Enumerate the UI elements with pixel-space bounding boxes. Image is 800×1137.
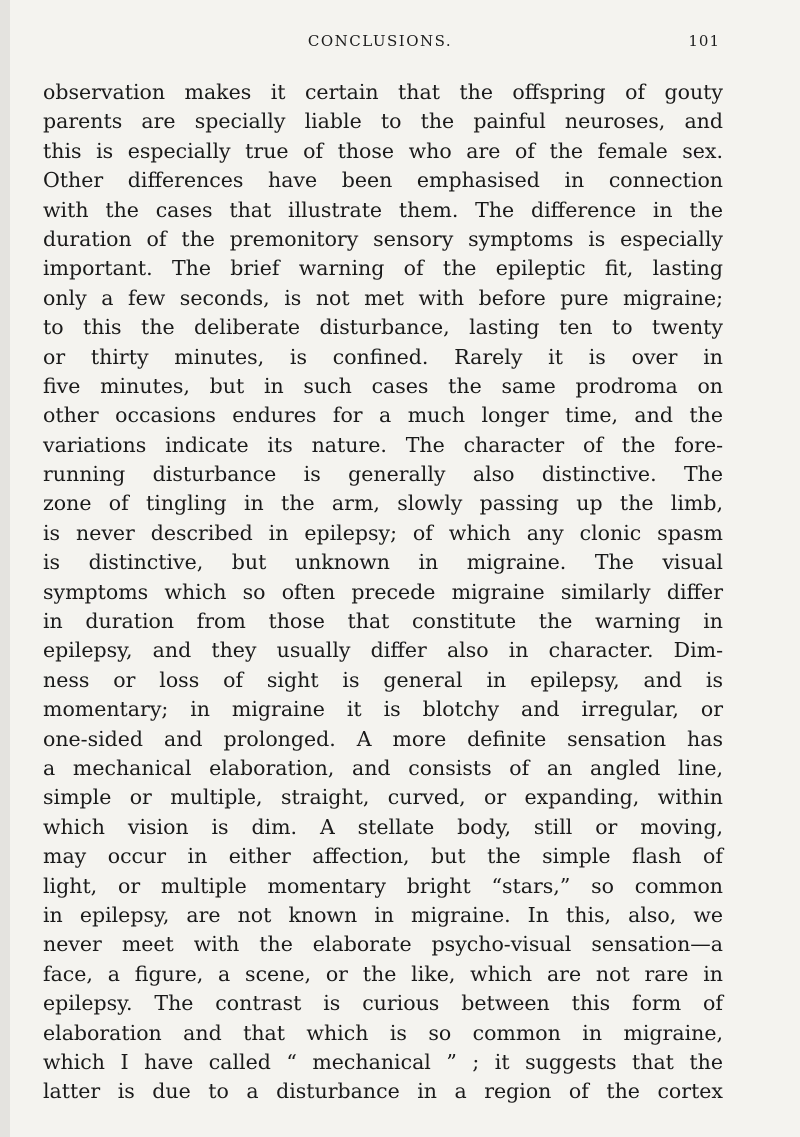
text-line: is distinctive, but unknown in migraine. The visual xyxy=(43,550,723,575)
text-line: parents are specially liable to the painful neuroses, and xyxy=(43,109,723,134)
running-head: CONCLUSIONS. xyxy=(307,32,453,50)
text-line: momentary; in migraine it is blotchy and irregular, or xyxy=(43,697,723,722)
text-line: a mechanical elaboration, and consists of an angled line, xyxy=(43,755,723,780)
text-line: epilepsy. The contrast is curious between this form of xyxy=(43,991,723,1016)
text-line: may occur in either affection, but the simple flash of xyxy=(43,844,723,869)
text-line: ness or loss of sight is general in epilepsy, and is xyxy=(43,667,723,692)
body-text xyxy=(43,78,723,1107)
text-line: epilepsy, and they usually differ also in character. Dim- xyxy=(43,638,723,663)
text-line: which vision is dim. A stellate body, still or moving, xyxy=(43,814,723,839)
text-line: is never described in epilepsy; of which any clonic spasm xyxy=(43,520,723,545)
text-line: Other differences have been emphasised in connection xyxy=(43,168,723,193)
text-line: running disturbance is generally also distinctive. The xyxy=(43,462,723,487)
text-line: important. The brief warning of the epileptic fit, lasting xyxy=(43,256,723,281)
text-line: latter is due to a disturbance in a region of the cortex xyxy=(43,1079,723,1104)
text-line: other occasions endures for a much longer time, and the xyxy=(43,403,723,428)
text-line: with the cases that illustrate them. The difference in the xyxy=(43,197,723,222)
text-line: five minutes, but in such cases the same prodroma on xyxy=(43,373,723,398)
text-line: face, a figure, a scene, or the like, which are not rare in xyxy=(43,961,723,986)
text-line: elaboration and that which is so common in migraine, xyxy=(43,1020,723,1045)
text-line: zone of tingling in the arm, slowly passing up the limb, xyxy=(43,491,723,516)
text-line: this is especially true of those who are of the female sex. xyxy=(43,138,723,163)
text-line: observation makes it certain that the offspring of gouty xyxy=(43,80,723,104)
text-line: only a few seconds, is not met with before pure migraine; xyxy=(43,285,723,310)
text-line: duration of the premonitory sensory symptoms is especially xyxy=(43,226,723,251)
page-header xyxy=(40,32,720,56)
text-line: which I have called “ mechanical ” ; it suggests that the xyxy=(43,1049,723,1074)
text-line: one-sided and prolonged. A more definite sensation has xyxy=(43,726,723,751)
text-line: in epilepsy, are not known in migraine. In this, also, we xyxy=(43,902,723,927)
text-line: symptoms which so often precede migraine similarly differ xyxy=(43,579,723,604)
text-line: simple or multiple, straight, curved, or expanding, within xyxy=(43,785,723,810)
text-line: never meet with the elaborate psycho-visual sensation—a xyxy=(43,932,723,957)
text-line: light, or multiple momentary bright “stars,” so common xyxy=(43,873,723,898)
text-line: to this the deliberate disturbance, lasting ten to twenty xyxy=(43,315,723,340)
text-line: in duration from those that constitute the warning in xyxy=(43,609,723,634)
text-line: variations indicate its nature. The character of the fore- xyxy=(43,432,723,457)
page-number: 101 xyxy=(688,32,720,50)
text-line: or thirty minutes, is confined. Rarely it is over in xyxy=(43,344,723,369)
